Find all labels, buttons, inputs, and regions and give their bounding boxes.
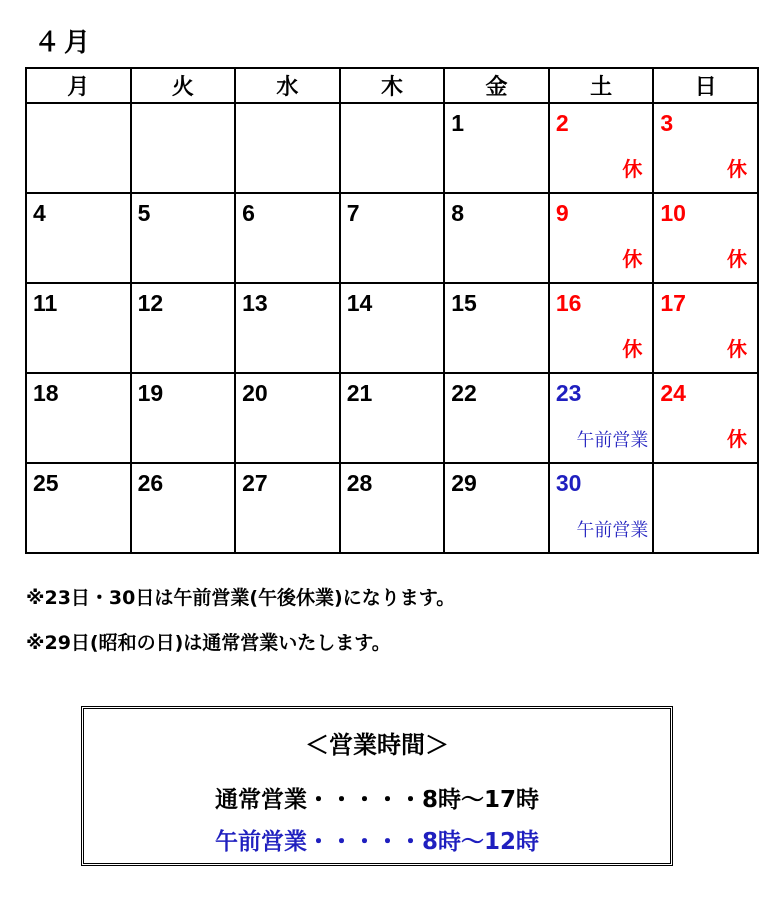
day-number: 23 [555, 380, 582, 406]
day-number: 9 [555, 200, 569, 226]
holiday-label: 休 [727, 427, 747, 451]
calendar-day-cell [340, 283, 445, 373]
morning-business-label: 午前営業 [576, 430, 649, 451]
calendar-day-cell [444, 463, 549, 553]
day-number: 11 [33, 290, 58, 316]
day-number: 6 [242, 200, 255, 226]
day-number: 27 [242, 470, 268, 496]
calendar-day-cell [26, 193, 131, 283]
calendar-day-cell [131, 463, 236, 553]
day-number: 24 [660, 380, 686, 406]
calendar-day-cell [549, 373, 654, 463]
calendar-day-cell [131, 103, 236, 193]
calendar-day-cell [549, 463, 654, 553]
weekday-fri: 金 [444, 68, 549, 103]
calendar-day-cell [26, 283, 131, 373]
calendar-day-cell [340, 193, 445, 283]
calendar-day-cell [235, 373, 340, 463]
day-number: 7 [346, 200, 360, 226]
day-number: 1 [451, 110, 465, 136]
day-number: 20 [242, 380, 268, 406]
day-number: 26 [137, 470, 164, 496]
holiday-label: 休 [727, 337, 747, 361]
day-number: 5 [137, 200, 151, 226]
weekday-header-row [26, 68, 758, 103]
calendar-day-cell [26, 103, 131, 193]
calendar-day-cell [340, 103, 445, 193]
holiday-label: 休 [727, 247, 747, 271]
remark-half-day: ※23日・30日は午前営業(午後休業)になります。 [26, 587, 456, 609]
business-hours-title: ＜営業時間＞ [305, 731, 449, 759]
weekday-tue: 火 [131, 68, 236, 103]
day-number: 17 [660, 290, 686, 316]
weekday-thu: 木 [340, 68, 445, 103]
day-number: 4 [33, 200, 46, 226]
day-number: 3 [660, 110, 674, 136]
month-title: ４月 [34, 28, 95, 58]
calendar-day-cell [131, 283, 236, 373]
day-number: 2 [555, 110, 569, 136]
calendar-day-cell [444, 283, 549, 373]
calendar-day-cell [549, 283, 654, 373]
day-number: 8 [451, 200, 465, 226]
calendar-day-cell [131, 193, 236, 283]
calendar-day-cell [549, 103, 654, 193]
calendar-week-row [26, 193, 758, 283]
holiday-label: 休 [622, 247, 643, 271]
calendar-day-cell [653, 103, 758, 193]
calendar-day-cell [653, 283, 758, 373]
calendar-day-cell [444, 193, 549, 283]
day-number: 22 [451, 380, 477, 406]
day-number: 18 [33, 380, 59, 406]
calendar-day-cell [653, 373, 758, 463]
calendar-day-cell [444, 103, 549, 193]
calendar-day-cell [549, 193, 654, 283]
calendar-day-cell [653, 193, 758, 283]
day-number: 12 [137, 290, 164, 316]
calendar-day-cell [131, 373, 236, 463]
day-number: 30 [555, 470, 582, 496]
day-number: 15 [451, 290, 477, 316]
holiday-label: 休 [622, 337, 643, 361]
day-number: 14 [346, 290, 373, 316]
day-number: 28 [346, 470, 373, 496]
day-number: 16 [555, 290, 582, 316]
calendar-day-cell [340, 373, 445, 463]
holiday-label: 休 [727, 157, 747, 181]
day-number: 29 [451, 470, 477, 496]
weekday-mon: 月 [26, 68, 131, 103]
weekday-sun: 日 [653, 68, 758, 103]
calendar-day-cell [235, 283, 340, 373]
day-number: 25 [33, 470, 59, 496]
calendar-week-row [26, 373, 758, 463]
holiday-label: 休 [622, 157, 643, 181]
calendar-table [25, 67, 759, 554]
morning-hours: 午前営業・・・・・8時～12時 [214, 829, 539, 855]
day-number: 19 [137, 380, 164, 406]
calendar-day-cell [26, 463, 131, 553]
calendar-day-cell [444, 373, 549, 463]
remark-showa-day: ※29日(昭和の日)は通常営業いたします。 [26, 632, 391, 654]
calendar-day-cell [235, 103, 340, 193]
regular-hours: 通常営業・・・・・8時～17時 [214, 787, 539, 813]
day-number: 13 [242, 290, 268, 316]
calendar-day-cell [235, 193, 340, 283]
calendar-day-cell [235, 463, 340, 553]
calendar-day-cell [340, 463, 445, 553]
calendar-day-cell [26, 373, 131, 463]
day-number: 21 [346, 380, 373, 406]
morning-business-label: 午前営業 [576, 520, 649, 541]
calendar-week-row [26, 103, 758, 193]
weekday-wed: 水 [235, 68, 340, 103]
day-number: 10 [660, 200, 686, 226]
business-hours-box [81, 706, 673, 866]
calendar-week-row [26, 463, 758, 553]
weekday-sat: 土 [549, 68, 654, 103]
calendar-day-cell [653, 463, 758, 553]
calendar-week-row [26, 283, 758, 373]
